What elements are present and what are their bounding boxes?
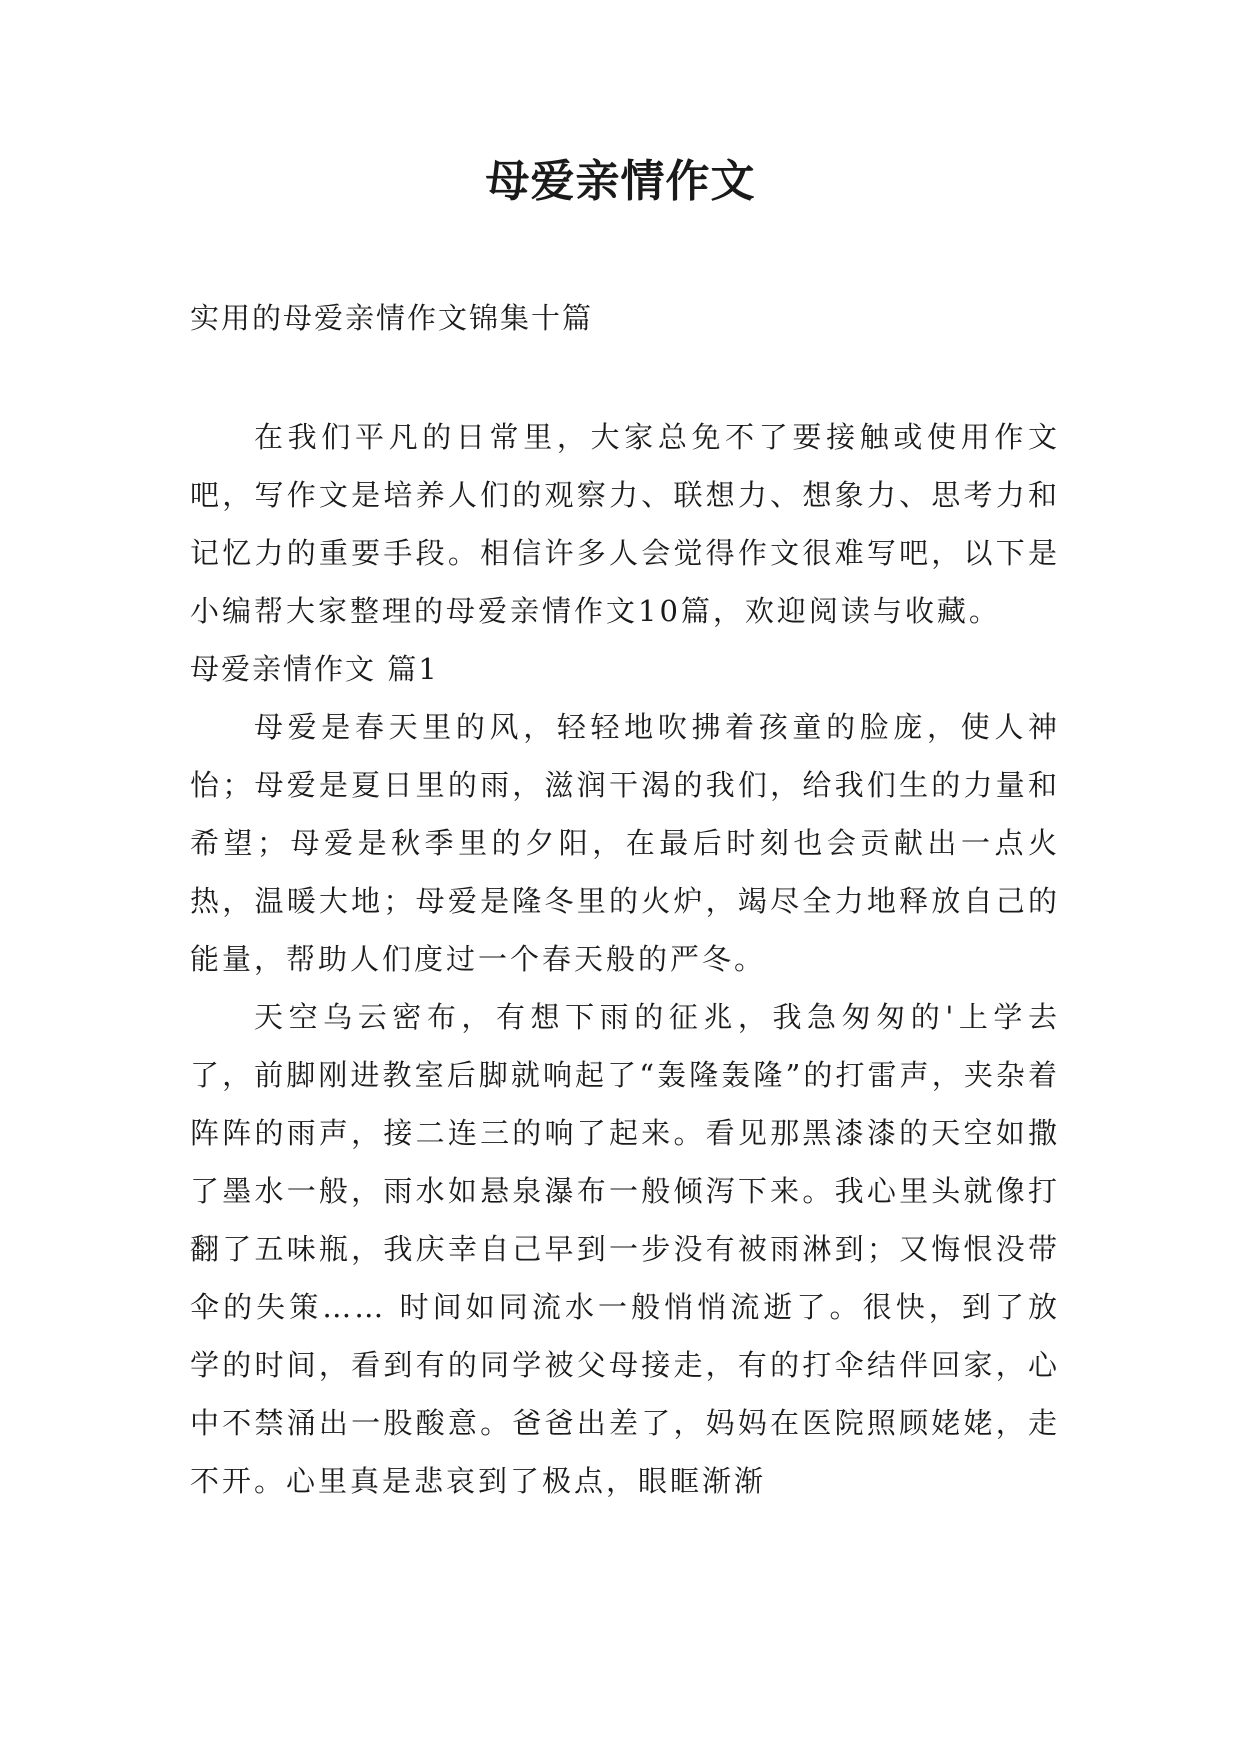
body-paragraph-1: 母爱是春天里的风，轻轻地吹拂着孩童的脸庞，使人神怡；母爱是夏日里的雨，滋润干渴的我们，给我们生的力量和希望；母爱是秋季里的夕阳，在最后时刻也会贡献出一点火热，温暖大地；母爱是隆冬里的火炉，竭尽全力地释放自己的能量，帮助人们度过一个春天般的严冬。: [190, 710, 1060, 976]
section-heading: 母爱亲情作文 篇1: [190, 652, 439, 686]
document-body: [190, 408, 1060, 1510]
body-paragraph-2: 天空乌云密布，有想下雨的征兆，我急匆匆的'上学去了，前脚刚进教室后脚就响起了“轰隆轰隆”的打雷声，夹杂着阵阵的雨声，接二连三的响了起来。看见那黑漆漆的天空如撒了墨水一般，雨水如悬泉瀑布一般倾泻下来。我心里头就像打翻了五味瓶，我庆幸自己早到一步没有被雨淋到；又悔恨没带伞的失策…… 时间如同流水一般悄悄流逝了。很快，到了放学的时间，看到有的同学被父母接走，有的打伞结伴回家，心中不禁涌出一股酸意。爸爸出差了，妈妈在医院照顾姥姥，走不开。心里真是悲哀到了极点，眼眶渐渐: [190, 1000, 1060, 1498]
document-subtitle: 实用的母爱亲情作文锦集十篇: [190, 301, 594, 335]
document-title: 母爱亲情作文: [485, 156, 756, 207]
intro-paragraph: 在我们平凡的日常里，大家总免不了要接触或使用作文吧，写作文是培养人们的观察力、联想力、想象力、思考力和记忆力的重要手段。相信许多人会觉得作文很难写吧，以下是小编帮大家整理的母爱亲情作文10篇，欢迎阅读与收藏。: [190, 420, 1060, 628]
